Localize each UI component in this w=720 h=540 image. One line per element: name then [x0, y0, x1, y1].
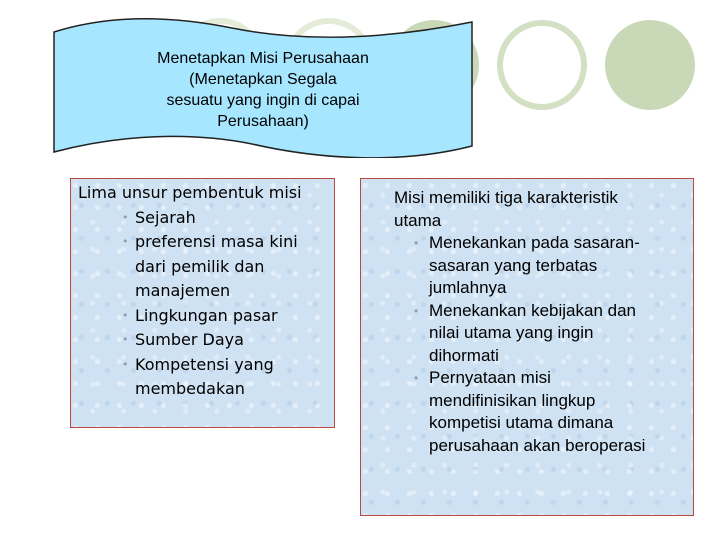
bullet-icon: •	[122, 235, 129, 248]
list-item-line: perusahaan akan beroperasi	[429, 435, 646, 455]
list-item	[78, 328, 302, 353]
banner-line: sesuatu yang ingin di capai	[166, 92, 360, 109]
bullet-icon: •	[414, 303, 419, 318]
list-item-line: membedakan	[135, 379, 245, 398]
list-item	[394, 232, 645, 300]
list-item-line: Lingkungan pasar	[135, 305, 278, 325]
list-item-line: Sejarah	[135, 207, 196, 227]
banner-line: Perusahaan)	[217, 113, 309, 130]
decorative-ring-4	[497, 20, 587, 110]
list-item-line: mendifinisikan lingkup	[429, 390, 596, 410]
mission-characteristics-title-line: Misi memiliki tiga karakteristik	[394, 188, 618, 207]
bullet-icon: •	[414, 371, 419, 385]
banner-line: (Menetapkan Segala	[189, 71, 337, 88]
decorative-circle-5	[605, 20, 695, 110]
mission-characteristics-content	[394, 187, 645, 457]
banner-line: Menetapkan Misi Perusahaan	[157, 50, 369, 67]
list-item	[394, 367, 645, 457]
list-item-line: Menekankan pada sasaran-	[429, 233, 640, 252]
mission-characteristics-list	[394, 232, 645, 457]
list-item-line: kompetisi utama dimana	[429, 413, 614, 432]
list-item-line: jumlahnya	[429, 278, 507, 297]
list-item-line: Kompetensi yang	[135, 354, 274, 374]
list-item-line: Pernyataan misi	[429, 368, 551, 387]
list-item	[78, 304, 302, 329]
bullet-icon: •	[122, 308, 129, 322]
list-item-line: Menekankan kebijakan dan	[429, 300, 636, 320]
title-banner	[52, 18, 474, 158]
list-item-line: Sumber Daya	[135, 330, 244, 349]
list-item	[394, 300, 645, 368]
list-item-line: dari pemilik dan	[135, 256, 265, 276]
list-item	[78, 230, 302, 304]
mission-elements-content	[78, 181, 302, 402]
mission-elements-title: Lima unsur pembentuk misi	[78, 183, 302, 202]
bullet-icon: •	[122, 333, 129, 346]
list-item-line: preferensi masa kini	[135, 232, 298, 251]
bullet-icon: •	[122, 210, 129, 224]
mission-elements-list	[78, 206, 302, 402]
list-item	[78, 206, 302, 231]
bullet-icon: •	[122, 357, 129, 371]
list-item-line: nilai utama yang ingin	[429, 323, 594, 342]
banner-text	[92, 48, 434, 132]
list-item-line: dihormati	[429, 345, 499, 365]
list-item	[78, 353, 302, 402]
list-item-line: manajemen	[135, 281, 231, 300]
bullet-icon: •	[414, 236, 419, 250]
list-item-line: sasaran yang terbatas	[429, 255, 598, 275]
mission-characteristics-title-line: utama	[394, 210, 442, 230]
